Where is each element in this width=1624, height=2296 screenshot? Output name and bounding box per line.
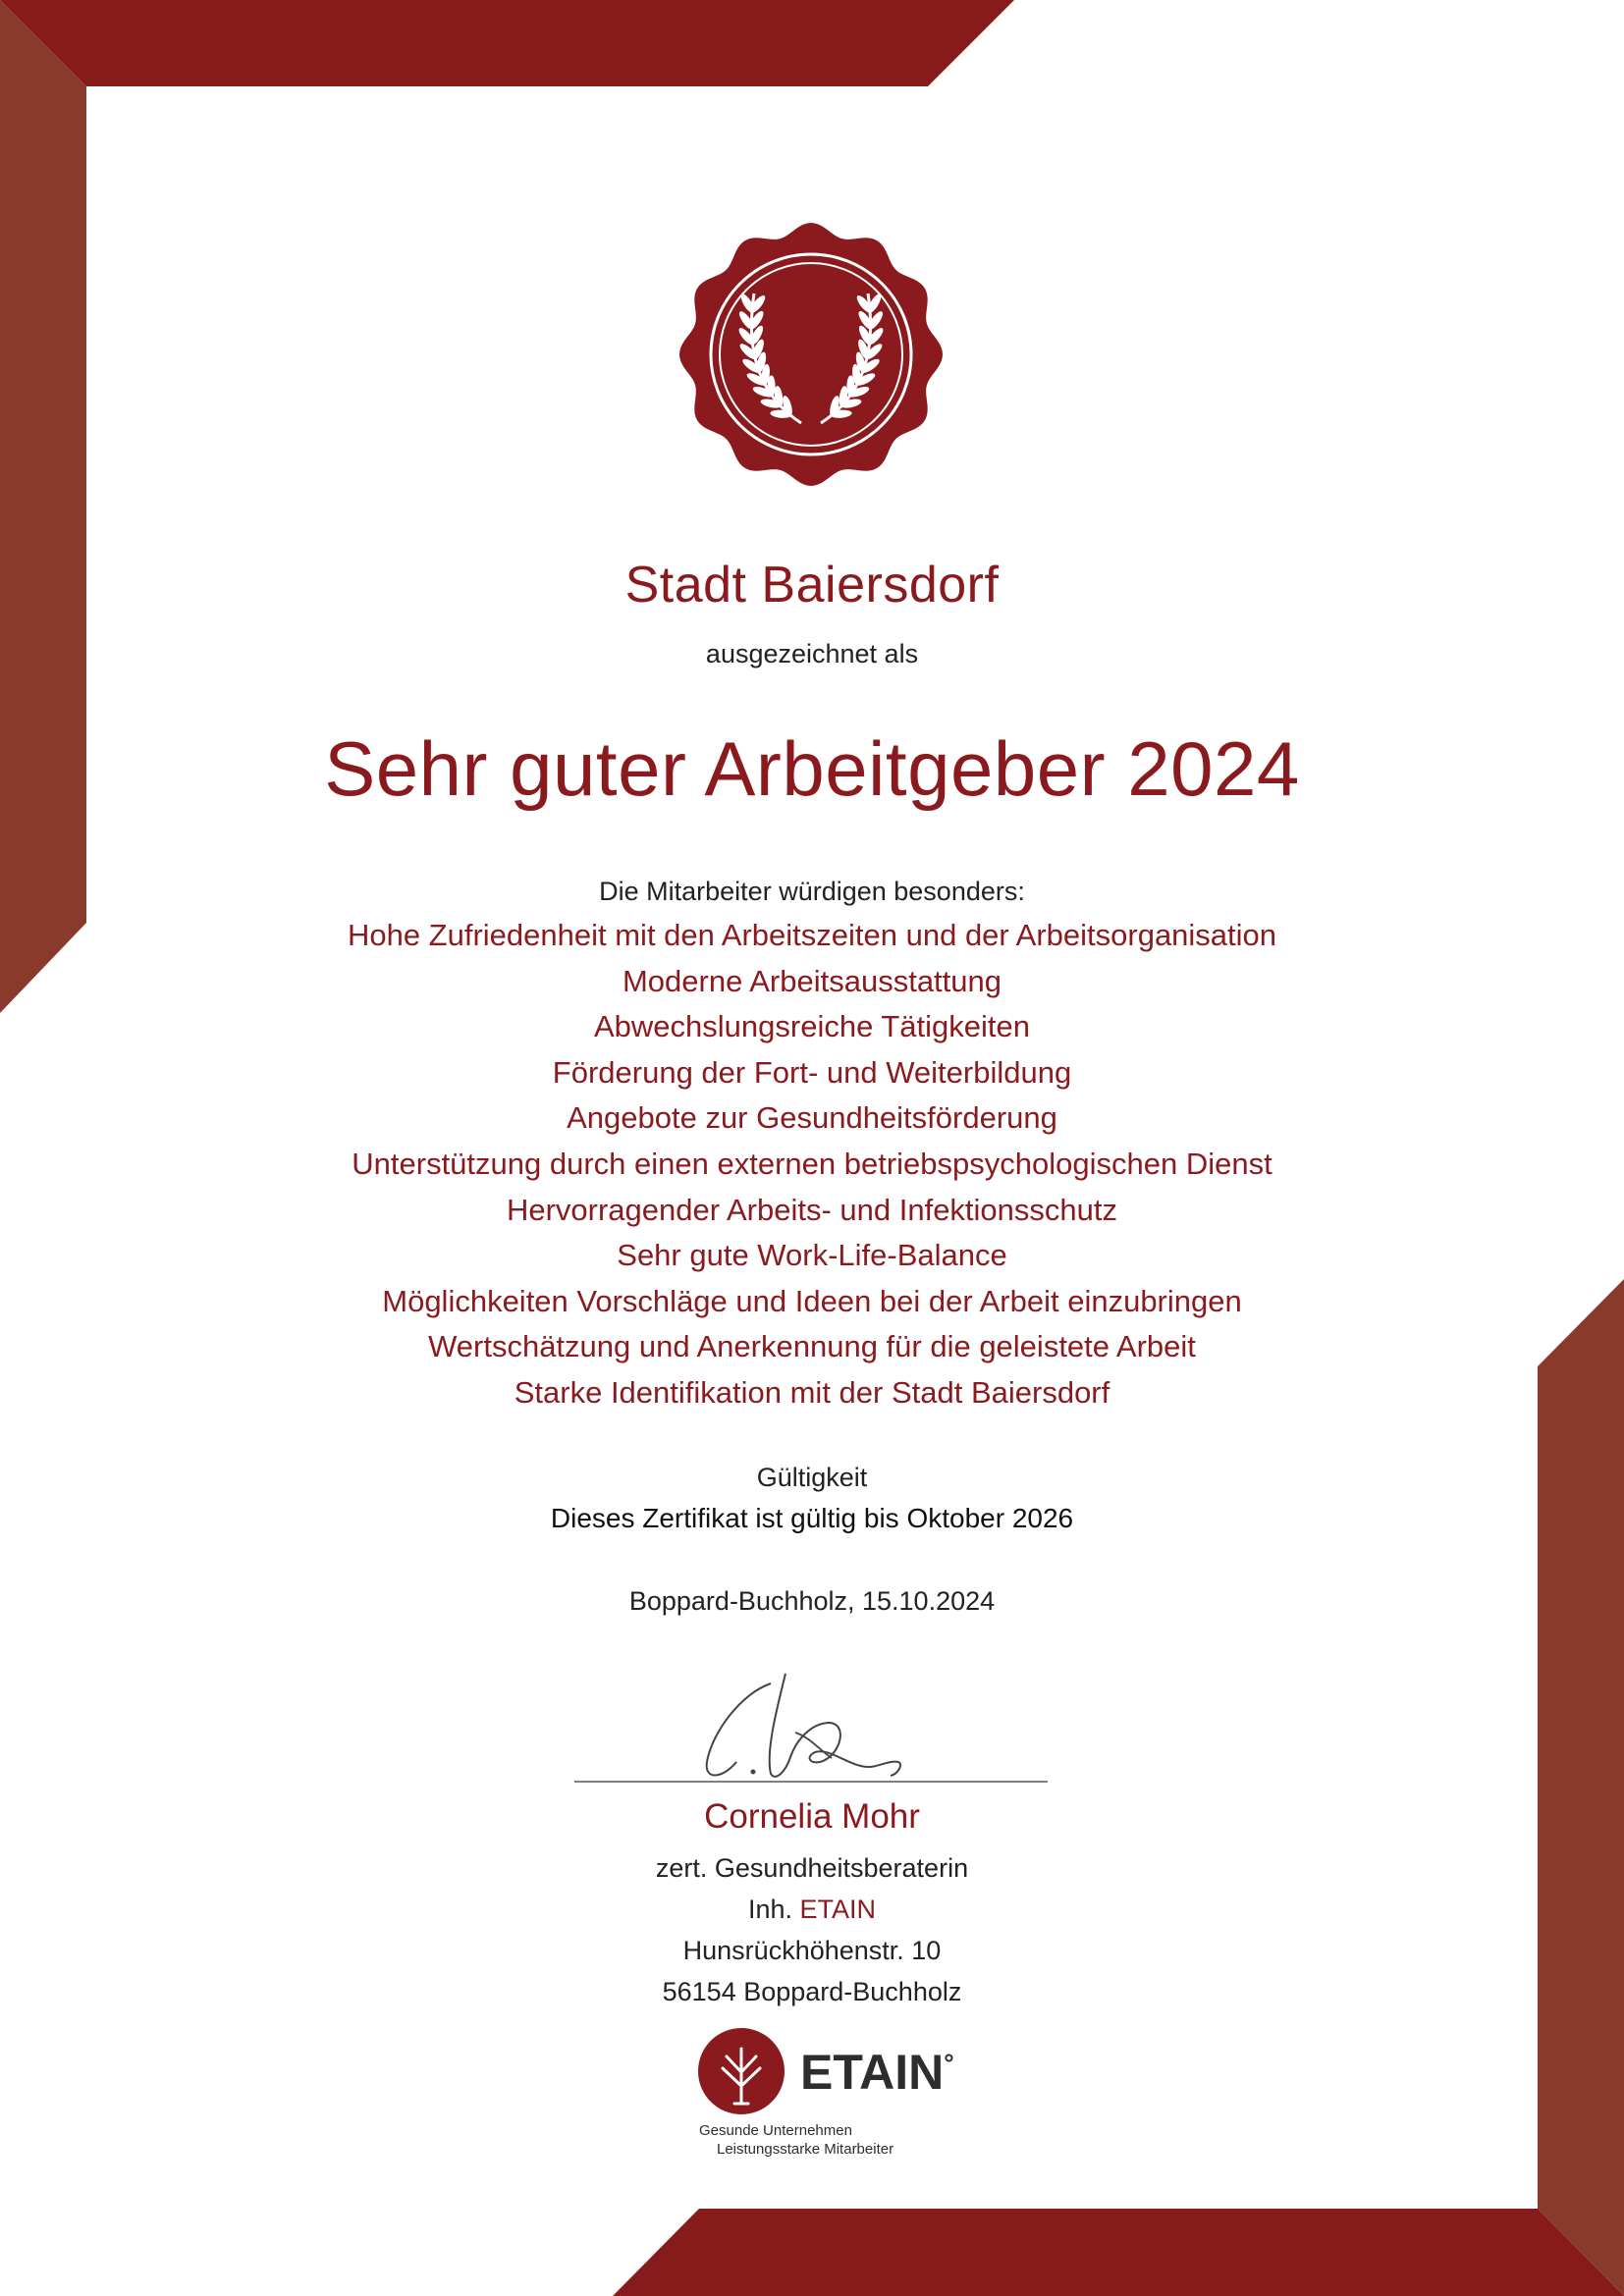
highlight-item: Hohe Zufriedenheit mit den Arbeitszeiten und der Arbeitsorganisation [347, 918, 1277, 952]
highlight-item: Sehr gute Work-Life-Balance [617, 1238, 1007, 1273]
signatory-role: zert. Gesundheitsberaterin [655, 1853, 969, 1883]
highlight-item: Abwechslungsreiche Tätigkeiten [593, 1009, 1031, 1044]
highlights-list [0, 913, 1624, 1416]
tree-logo-icon [697, 2027, 785, 2115]
logo-wordmark: ETAIN° [800, 2045, 954, 2100]
highlight-item: Angebote zur Gesundheitsförderung [567, 1100, 1057, 1136]
laurel-seal-icon [677, 221, 945, 488]
place-date: Boppard-Buchholz, 15.10.2024 [628, 1586, 996, 1616]
validity-text: Dieses Zertifikat ist gültig bis Oktober 2026 [550, 1503, 1074, 1533]
signatory-city: 56154 Boppard-Buchholz [662, 1977, 962, 2006]
logo-tagline-2: Leistungsstarke Mitarbeiter [717, 2141, 894, 2158]
owner-brand: ETAIN [799, 1895, 877, 1924]
highlight-item: Wertschätzung und Anerkennung für die geleistete Arbeit [428, 1329, 1196, 1364]
highlight-item: Hervorragender Arbeits- und Infektionsschutz [506, 1192, 1118, 1227]
highlight-item: Möglichkeiten Vorschläge und Ideen bei der Arbeit einzubringen [382, 1283, 1242, 1318]
highlight-item: Starke Identifikation mit der Stadt Baiersdorf [514, 1374, 1110, 1410]
signature [574, 1664, 1051, 1791]
award-title: Sehr guter Arbeitgeber 2024 [324, 725, 1300, 812]
highlight-item: Moderne Arbeitsausstattung [622, 963, 1002, 998]
signatory-street: Hunsrückhöhenstr. 10 [682, 1936, 942, 1965]
signatory-owner: Inh. ETAIN [747, 1895, 877, 1924]
awarded-as-label: ausgezeichnet als [705, 639, 919, 668]
company-name: Stadt Baiersdorf [624, 557, 1000, 614]
logo-tagline-1: Gesunde Unternehmen [699, 2122, 852, 2139]
highlight-item: Unterstützung durch einen externen betriebspsychologischen Dienst [352, 1146, 1272, 1181]
signatory-address [0, 1847, 1624, 2012]
validity-heading: Gültigkeit [756, 1463, 868, 1492]
signatory-name: Cornelia Mohr [704, 1797, 920, 1836]
highlights-intro: Die Mitarbeiter würdigen besonders: [599, 877, 1025, 906]
highlight-item: Förderung der Fort- und Weiterbildung [552, 1054, 1072, 1090]
